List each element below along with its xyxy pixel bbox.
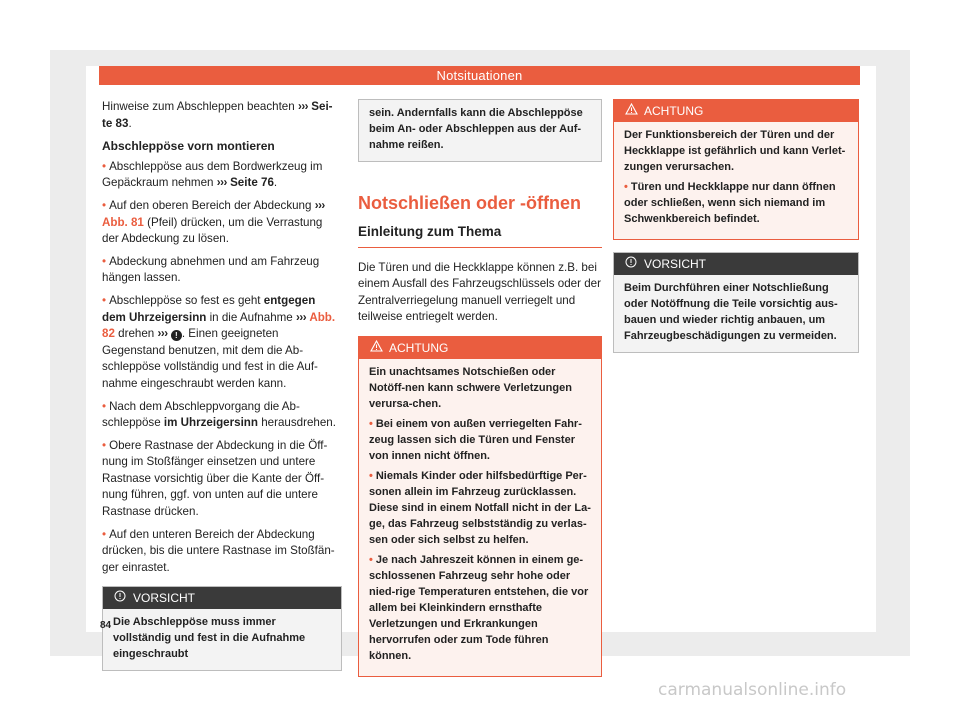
vorsicht-header: VORSICHT — [103, 587, 341, 609]
list-item: • Obere Rastnase der Abdeckung in die Öff-nung im Stoßfänger einsetzen und untere Rastnase vorsichtig über die Kante der Öff-nung führen, ggf. von unten auf die untere Rastnase drücken. — [102, 438, 328, 519]
achtung-header: ACHTUNG — [359, 337, 601, 359]
column-1 — [102, 99, 342, 671]
page-ref-link[interactable]: Seite 76 — [230, 176, 274, 190]
body-paragraph: Die Türen und die Heckklappe können z.B. bei einem Ausfall des Fahrzeugschlüssels oder der Zentralverriegelung manuell verriegelt und teilweise entriegelt werden. — [358, 260, 601, 324]
bullet-icon: • — [102, 198, 107, 212]
watermark: carmanualsonline.info — [658, 680, 847, 700]
page-header: Notsituationen — [99, 66, 860, 85]
achtung-item: • Niemals Kinder oder hilfsbedürftige Per-sonen allein im Fahrzeug zurücklassen. Diese sind in einem Notfall nicht in der La-ge, das Fahrzeug selbstständig zu verlas-sen oder sich selbst zu helfen. — [369, 469, 591, 546]
warning-triangle-icon — [624, 100, 638, 122]
vorsicht-box — [613, 252, 859, 353]
achtung-item: • Türen und Heckklappe nur dann öffnen oder schließen, wenn sich niemand im Schwenkbereich befindet. — [624, 181, 836, 225]
achtung-intro: Der Funktionsbereich der Türen und der Heckklappe ist gefährlich und kann Verlet-zungen verursachen. — [624, 129, 846, 173]
section-title: Notschließen oder -öffnen — [358, 193, 582, 213]
caution-circle-icon[interactable]: ! — [171, 330, 182, 341]
achtung-box — [613, 99, 859, 240]
intro-ref-link[interactable]: Sei-te 83 — [102, 100, 333, 130]
bullet-icon: • — [369, 469, 373, 482]
intro-paragraph: Hinweise zum Abschleppen beachten ››› Sei-te 83. — [102, 100, 333, 130]
figure-ref-link[interactable]: Abb. 82 — [102, 310, 336, 341]
sub-title: Einleitung zum Thema — [358, 224, 602, 248]
list-item: • Abdeckung abnehmen und am Fahrzeug hängen lassen. — [102, 254, 320, 285]
achtung-header: ACHTUNG — [614, 100, 858, 122]
vorsicht-box — [102, 586, 342, 671]
achtung-item: • Bei einem von außen verriegelten Fahr-zeug lassen sich die Türen und Fenster von innen nicht öffnen. — [369, 417, 582, 462]
bullet-icon: • — [102, 293, 107, 307]
list-item: • Abschleppöse aus dem Bordwerkzeug im Gepäckraum nehmen ››› Seite 76. — [102, 159, 323, 190]
column-2 — [358, 99, 602, 677]
bullet-icon: • — [102, 399, 107, 413]
bullet-icon: • — [624, 181, 628, 193]
bullet-icon: • — [102, 254, 107, 268]
vorsicht-text-continued: sein. Andernfalls kann die Abschleppöse beim An- oder Abschleppen aus der Auf-nahme reißen. — [369, 107, 583, 151]
achtung-intro: Ein unachtsames Notschießen oder Notöff-nen kann schwere Verletzungen verursa-chen. — [369, 365, 572, 410]
bullet-icon: • — [102, 527, 107, 541]
bullet-icon: • — [102, 438, 107, 452]
list-item: • Auf den unteren Bereich der Abdeckung drücken, bis die untere Rastnase im Stoßfän-ger einrastet. — [102, 527, 335, 574]
vorsicht-text: Die Abschleppöse muss immer vollständig und fest in die Aufnahme eingeschraubt — [113, 616, 306, 661]
vorsicht-text: Beim Durchführen einer Notschließung oder Notöffnung die Teile vorsichtig aus-bauen und wieder richtig anbauen, um Fahrzeugbeschädigungen zu vermeiden. — [624, 282, 838, 342]
vorsicht-box-continued — [358, 99, 602, 162]
list-item: • Nach dem Abschleppvorgang die Ab-schleppöse im Uhrzeigersinn herausdrehen. — [102, 399, 336, 430]
info-circle-icon — [113, 587, 127, 609]
bullet-icon: • — [369, 417, 373, 430]
section-heading: Abschleppöse vorn montieren — [102, 139, 275, 154]
list-item: • Abschleppöse so fest es geht entgegen dem Uhrzeigersinn in die Aufnahme ››› Abb. 82 drehen ››› ! . Einen geeigneten Gegenstand benutzen, mit dem die Ab-schleppöse vollständig und fest in die Auf-nahme eingeschraubt werden kann. — [102, 293, 336, 390]
achtung-item: • Je nach Jahreszeit können in einem ge-schlossenen Fahrzeug sehr hohe oder nied-rige Temperaturen entstehen, die vor allem bei Kleinkindern ernsthafte Verletzungen und Erkrankungen hervorrufen oder zum Tode führen können. — [369, 553, 589, 662]
column-3 — [613, 99, 859, 353]
warning-triangle-icon — [369, 337, 383, 359]
achtung-box — [358, 336, 602, 677]
bullet-icon: • — [369, 553, 373, 566]
figure-ref-link[interactable]: Abb. 81 — [102, 215, 144, 229]
list-item: • Auf den oberen Bereich der Abdeckung ››› Abb. 81 (Pfeil) drücken, um die Verrastung der Abdeckung zu lösen. — [102, 198, 325, 246]
info-circle-icon — [624, 253, 638, 275]
vorsicht-header: VORSICHT — [614, 253, 858, 275]
page-number: 84 — [100, 620, 112, 631]
bullet-icon: • — [102, 159, 107, 173]
